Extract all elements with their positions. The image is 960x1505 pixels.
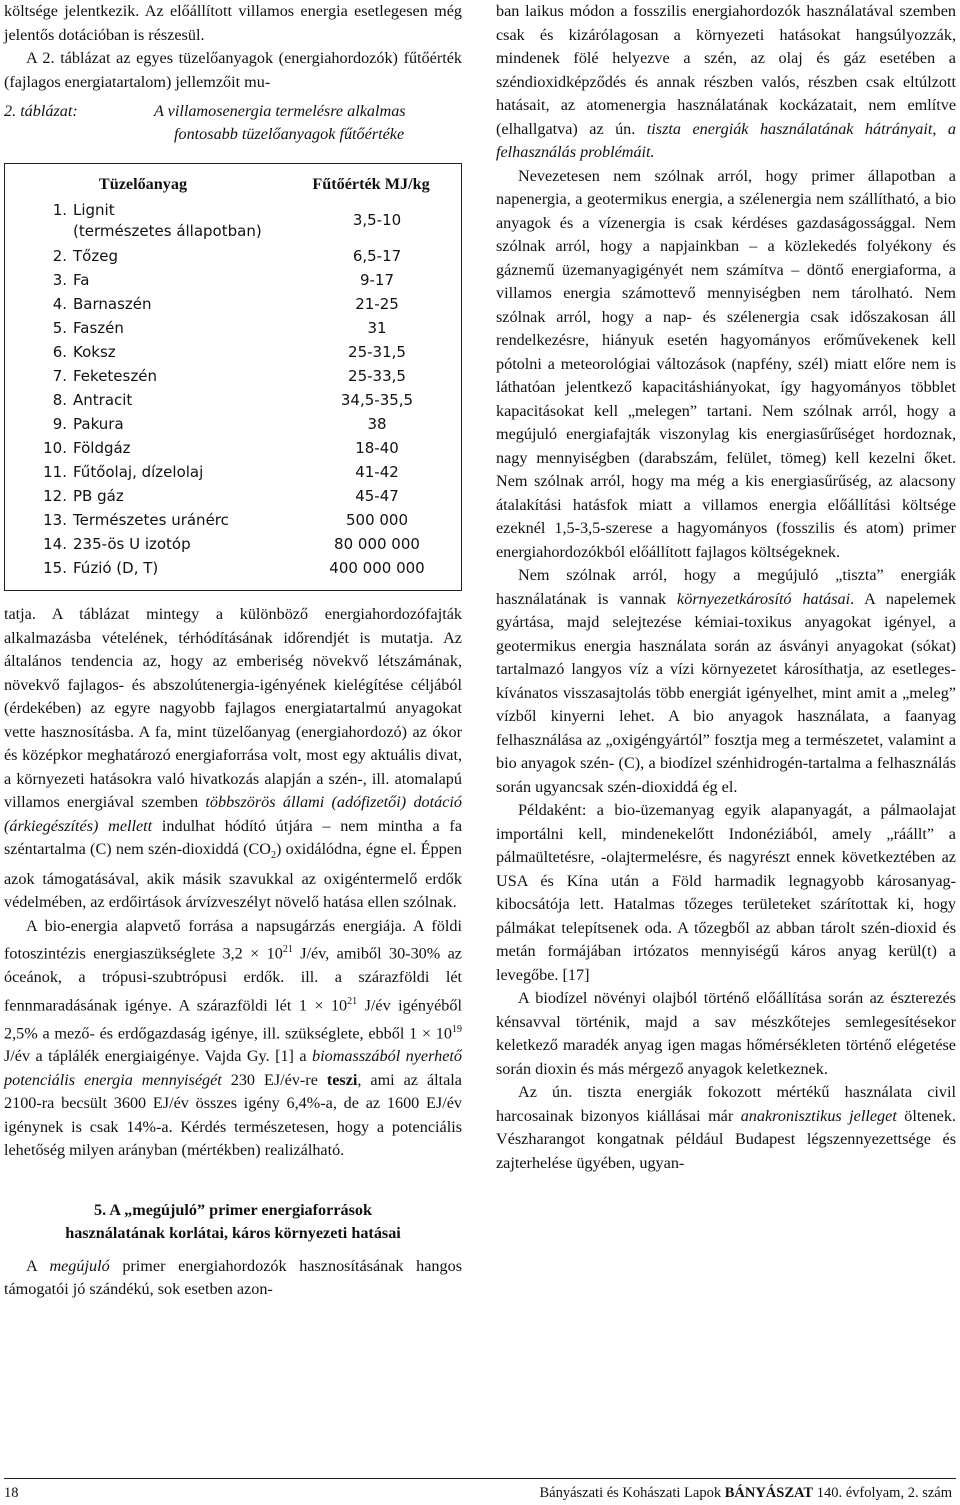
section-heading: 5. A „megújuló” primer energiaforrások használatának korlátai, káros környezeti hatásai xyxy=(65,1200,401,1242)
header-heating-value: Fűtőérték MJ/kg xyxy=(312,174,430,193)
intro-paragraph-1: költsége jelentkezik. Az előállított villamos energia esetlegesen még jelentős dotációban is részesül. xyxy=(4,2,462,44)
table-row: 12. PB gáz 45-47 xyxy=(43,487,399,505)
right-paragraph-4: Példaként: a bio-üzemanyag egyik alapanyagát, a pálmaolajat importálni kell, mindenekelőtt Indonéziából, amely „ráállt” a pálmaültetésre, -olajtermelésre, és nagyrészt ennek következtében az USA és Kína után a Föld harmadik legnagyobb károsanyag-kibocsátója lett. Hatalmas tőzeges területeket szárítottak ki, hogy pálmákat telepítsenek oda. A tőzegből az abban tárolt szén-dioxid és metán formájában irtózatos mennyiségű káros anyag kerül(t) a levegőbe. [17] xyxy=(496,801,956,984)
journal-info: Bányászati és Kohászati Lapok BÁNYÁSZAT 140. évfolyam, 2. szám xyxy=(539,1485,952,1501)
table-row: 3. Fa 9-17 xyxy=(52,271,395,289)
table-header xyxy=(5,170,461,198)
table-row: 13. Természetes uránérc 500 000 xyxy=(43,511,409,529)
table-row: 8. Antracit 34,5-35,5 xyxy=(52,391,414,409)
body-paragraph-3: A megújuló primer energiahordozók hasznosításának hangos támogatói jó szándékú, sok esetben azon- xyxy=(4,1256,462,1299)
table-caption-line1: A villamosenergia termelésre alkalmas xyxy=(154,102,406,120)
table-row: 1. Lignit (természetes állapotban) 3,5-10 xyxy=(52,201,402,240)
body-paragraph-2: A bio-energia alapvető forrása a napsugárzás energiája. A földi fotoszintézis energiaszükséglete $3,2 \times 10^{21}$ J/év, amiből 30-30% az óceánok, a trópusi-szubtrópusi erdők. ill. a szárazföldi lét fennmaradásának igénye. A szárazföldi lét $1 \times 10^{21}$ J/év igényéből 2,5% a mező- és erdőgazdaság igénye, ill. szükséglete, ebből $1 \times 10^{19}$ J/év a táplálék energiaigénye. Vajda Gy. [1] a biomasszából nyerhető potenciális energia mennyiségét 230 EJ/év-re teszi, ami az általa 2100-ra becsült 3600 EJ/év összes igény 6,4%-a, de az 1600 EJ/év igénynek is csak 14%-a. Kérdés természetesen, hogy a potenciális lehetőség milyen arányban (mértékben) realizálható. xyxy=(4,916,462,1160)
body-paragraph-1: tatja. A táblázat mintegy a különböző energiahordozófajták alkalmazásba vételének, térhódításának időrendjét is mutatja. Az általános tendencia az, hogy az emberiség növekvő létszámának, növekvő fajlagos- és abszolútenergia-igényének kielégítése céljából (érdekében) az egyre nagyobb fajlagos energiatartalmú anyagokat vette hasznosításba. A fa, mint tüzelőanyag (energiahordozó) az ókor és középkor meghatározó energiaforrása volt, most egy aktuális divat, a környezeti hatásokra való hivatkozás alapján a szén-, ill. atomalapú villamos energiával szemben többszörös állami (adófizetői) dotáció (árkiegészítés) mellett indulhat hódító útjára – nem mintha a fa széntartalma (C) nem szén-dioxiddá $(CO_2)$ oxidálódna, égne el. Éppen azok támogatásával, akik másik szavukkal az oxigéntermelő erdők védelmében, az erdőirtások árvízveszélyt növelő hatása ellen szólnak. xyxy=(4,605,463,912)
right-paragraph-1: ban laikus módon a fosszilis energiahordozók használatával szemben csak és kizárólagosan a környezeti hatásokat hangsúlyozzák, mindenek fölé helyezve a szén, az olaj és gáz esetében a széndioxidképződés és annak részben valós, részben csak eltúlzott hatásait, az atomenergia használatának kockázatait, nem említve (elhallgatva) az ún. tiszta energiák használatának hátrányait, a felhasználás problémáit. xyxy=(496,2,956,161)
page-number: 18 xyxy=(4,1485,19,1501)
intro-paragraph-2: A 2. táblázat az egyes tüzelőanyagok (energiahordozók) fűtőérték (fajlagos energiatartalom) jellemzőit mu- xyxy=(4,49,462,91)
table-caption xyxy=(4,100,462,146)
table-row: 10. Földgáz 18-40 xyxy=(43,439,399,457)
table-row: 4. Barnaszén 21-25 xyxy=(52,295,399,313)
table-caption-line2: fontosabb tüzelőanyagok fűtőértéke xyxy=(174,125,405,143)
table-row: 7. Feketeszén 25-33,5 xyxy=(52,367,406,385)
fuel-table xyxy=(4,163,462,591)
table-row: 14. 235-ös U izotóp 80 000 000 xyxy=(43,535,420,553)
right-paragraph-6: Az ún. tiszta energiák fokozott mértékű használata civil harcosainak bizonyos kiállásai már anakronisztikus jelleget öltenek. Vészharangot kongatnak például Budapest légszennyezettsége és zajterhelése ügyében, ugyan- xyxy=(496,1083,956,1172)
right-paragraph-2: Nevezetesen nem szólnak arról, hogy primer állapotban a napenergia, a geotermikus energia, a szélenergia nem szállítható, a bio anyagok és a vízenergia is csak kérdéses gazdaságossággal. Nem szólnak arról, hogy a napjainkban – a közlekedés folyékony és gáznemű üzemanyagigényét nem számítva – döntő energiaforma, a villamos energia számottevő mennyiségben nem tárolható. Nem szólnak arról, hogy a nap- és szélenergia csak időszakosan áll rendelkezésre, hiányuk esetén hagyományos erőművekenek kell pótolni a meteorológiai változások (napfény, szél) miatt előre nem is láthatóan jelentkező kapacitáshiányokat, így hagyományos többlet kapacitásokat kell „melegen” tartani. Nem szólnak arról, hogy a megújuló energiafajták viszonylag kis energiasűrűséget hordoznak, nagy mennyiségben (darabszám, felület, tömeg) kell kezelni őket. Nem szólnak arról, hogy ma még a kis energiasűrűség, az alacsony átalakítási hatásfok miatt a villamos energia előállítási költsége ezeknél 1,5-3,5-szerese a hagyományos (fosszilis és atom) primer energiahordozókból előállított fajlagos költségeknek. xyxy=(496,166,956,561)
right-column xyxy=(496,0,956,1175)
table-row: 15. Fúzió (D, T) 400 000 000 xyxy=(43,559,425,577)
table-row: 5. Faszén 31 xyxy=(52,319,387,337)
right-paragraph-3: Nem szólnak arról, hogy a megújuló „tiszta” energiák használatának is vannak környezetkárosító hatásai. A napelemek gyártása, majd selejtezése kémiai-toxikus anyagokat igényel, a geotermikus energia használata során az ásványi anyagokat (sókat) tartalmazó langyos víz a vízi környezetet károsíthatja, az esetleges-kívánatos visszasajtolás több energiát igényelhet, mint amit a „meleg” vízből kinyerni lehet. A bio anyagok használata, a faanyag felhasználása az „oxigéngyártól” fosztja meg a természetet, valamint a bio anyagok szén- (C), a biodízel szénhidrogén-tartalma a felhasználás során ugyancsak szén-dioxiddá ég el. xyxy=(496,566,956,796)
left-column xyxy=(4,0,462,1302)
table-row: 2. Tőzeg 6,5-17 xyxy=(52,247,402,265)
page-footer xyxy=(4,1478,956,1503)
table-row: 11. Fűtőolaj, dízelolaj 41-42 xyxy=(43,463,399,481)
table-row: 9. Pakura 38 xyxy=(52,415,387,433)
header-fuel: Tüzelőanyag xyxy=(98,174,188,193)
table-caption-label: 2. táblázat: xyxy=(4,102,78,120)
right-paragraph-5: A biodízel növényi olajból történő előállítása során az észterezés kénsavval történik, majd a sav mészkőtejes semlegesítésekor keletkező maradék anyag igen magas hőmérsékleten történő elégetése során dioxin és más mérgező anyagok keletkeznek. xyxy=(496,989,956,1078)
table-row: 6. Koksz 25-31,5 xyxy=(52,343,406,361)
